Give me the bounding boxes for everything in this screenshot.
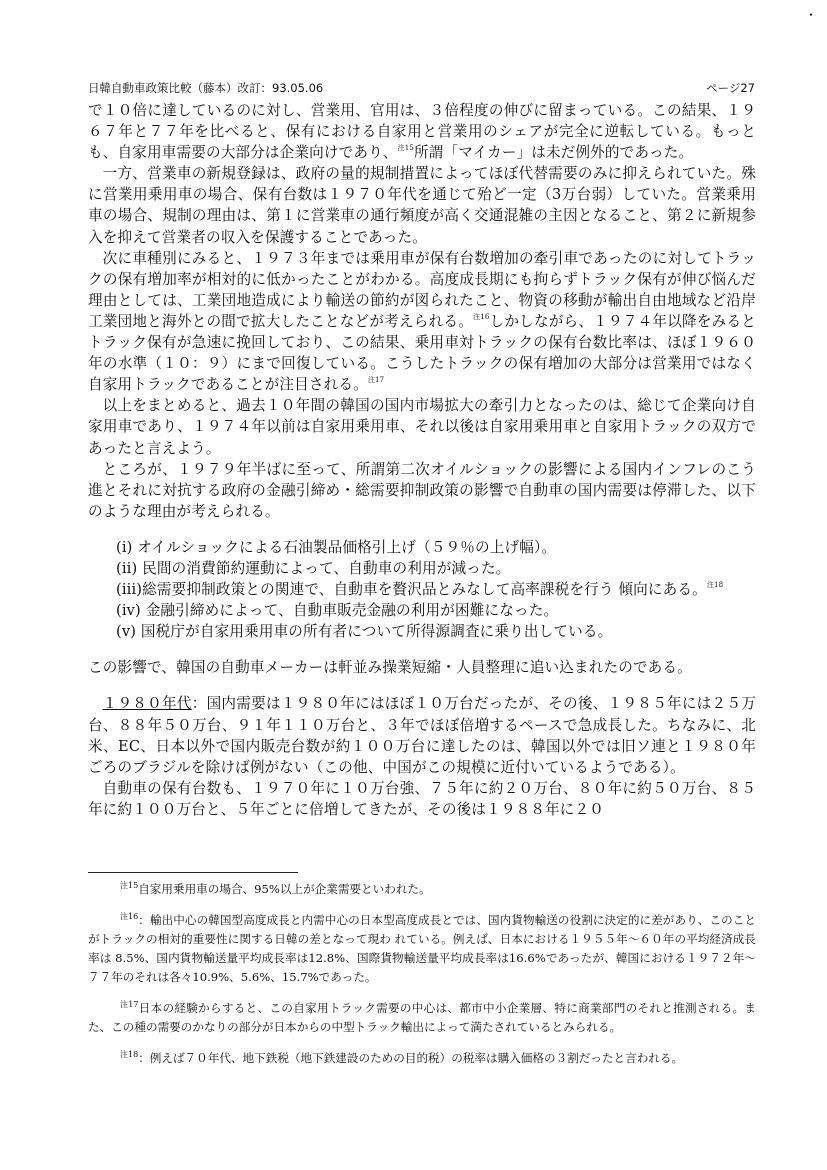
list-item: (i) オイルショックによる石油製品価格引上げ（５９％の上げ幅）。 (116, 538, 557, 556)
footnote-ref: 注17 (367, 376, 385, 385)
running-header (88, 80, 755, 96)
footnote: $^{注18}$：例えば７０年代、地下鉄税（地下鉄建設のための目的税）の税率は購入価格の３割だったと言われる。 (120, 1050, 684, 1065)
page-number: ページ27 (706, 81, 755, 95)
paragraph: １９８０年代：国内需要は１９８０年にはほぼ１０万台だったが、その後、１９８５年には２５万台、８８年５０万台、９１年１１０万台と、３年でほぼ倍増するペースで急成長した。ちなみに、北米、EC、日本以外で国内販売台数が約１００万台に達したのは、韓国以外では旧ソ連と１９８０年ごろのブラジルを除けば例がない（この他、中国がこの規模に近付いているようである）。 (88, 695, 756, 776)
paragraph: 以上をまとめると、過去１０年間の韓国の国内市場拡大の牽引力となったのは、総じて企業向け自家用車であり、１９７４年以前は自家用乗用車、それ以後は自家用乗用車と自家用トラックの双方であったと言えよう。 (88, 397, 756, 457)
reasons-list (88, 537, 756, 642)
list-item: (iii)総需要抑制政策との関連で、自動車を贅沢品とみなして高率課税を行う 傾向にある。$^{注18}$ (116, 581, 724, 599)
footnote-divider (88, 872, 298, 873)
list-item: (v) 国税庁が自家用乗用車の所有者について所得源調査に乗り出している。 (116, 623, 613, 641)
list-item: (ii) 民間の消費節約運動によって、自動車の利用が減った。 (116, 559, 511, 577)
header-title: 日韓自動車政策比較（藤本）改訂：93.05.06 (88, 81, 324, 95)
footnote: $^{注16}$：輸出中心の韓国型高度成長と内需中心の日本型高度成長とでは、国内貨物輸送の役割に決定的に差があり、このことがトラックの相対的重要性に関する日韓の差となって現わ れている。例えば、日本における１９５５年〜６０年の平均経済成長率は 8.5%、国内貨物輸送量平均成長率は12.8%、国際貨物輸送量平均成長率は16.6%であったが、韓国における１９７２年〜７７年のそれは各々10.9%、5.6%、15.7%であった。 (88, 912, 756, 984)
body-text (88, 100, 756, 820)
footnote-ref: 注16 (473, 312, 490, 321)
paragraph: で１０倍に達しているのに対し、営業用、官用は、３倍程度の伸びに留まっている。この結果、１９６７年と７７年を比べると、保有における自家用と営業用のシェアが完全に逆転している。もっとも、自家用車需要の大部分は企業向けであり、$^{注15}$所謂「マイカー」は未だ例外的であった。 (88, 102, 756, 162)
paragraph: 自動車の保有台数も、１９７０年に１０万台強、７５年に約２０万台、８０年に約５０万台、８５年に約１００万台と、５年ごとに倍増してきたが、その後は１９８８年に２０ (88, 779, 756, 818)
footnote: $^{注17}$日本の経験からすると、この自家用トラック需要の中心は、都市中小企業層、特に商業部門のそれと推測される。また、この種の需要のかなりの部分が日本からの中型トラック輸出によって満たされているとみられる。 (88, 1000, 756, 1034)
paragraph: 次に車種別にみると、１９７３年までは乗用車が保有台数増加の牽引車であったのに対してトラックの保有増加率が相対的に低かったことがわかる。高度成長期にも拘らずトラック保有が伸び悩んだ理由としては、工業団地造成により輸送の節約が図られたこと、物資の移動が輸出自由地域など沿岸工業団地と海外との間で拡大したことなどが考えられる。$^{注16}$しかしながら、１９７４年以降をみるとトラック保有が急速に挽回しており、この結果、乗用車対トラックの保有台数比率は、ほぼ１９６０年の水準（１０：９）にまで回復している。こうしたトラックの保有増加の大部分は営業用ではなく自家用トラックであることが注目される。$^{注17}$ (88, 249, 757, 394)
footnotes (88, 876, 756, 1076)
paragraph: 一方、営業車の新規登録は、政府の量的規制措置によってほぼ代替需要のみに抑えられていた。殊に営業用乗用車の場合、保有台数は１９７０年代を通じて殆ど一定（3万台弱）していた。営業乗用車の場合、規制の理由は、第１に営業車の通行頻度が高く交通混雑の主因となること、第２に新規参入を抑えて営業者の収入を保護することであった。 (88, 165, 756, 246)
section-heading: １９８０年代 (102, 695, 192, 713)
footnote-ref: 注15 (397, 144, 414, 153)
list-item: (iv) 金融引締めによって、自動車販売金融の利用が困難になった。 (116, 602, 559, 620)
corner-mark: ・ (804, 8, 817, 22)
footnote: $^{注15}$自家用乗用車の場合、95%以上が企業需要といわれた。 (120, 881, 431, 896)
paragraph: ところが、１９７９年半ばに至って、所謂第二次オイルショックの影響による国内インフレのこう進とそれに対抗する政府の金融引締め・総需要抑制政策の影響で自動車の国内需要は停滞した、以下のような理由が考えられる。 (88, 460, 756, 520)
footnote-ref: 注18 (706, 581, 724, 590)
paragraph-summary: この影響で、韓国の自動車メーカーは軒並み操業短縮・人員整理に追い込まれたのである。 (88, 659, 692, 677)
